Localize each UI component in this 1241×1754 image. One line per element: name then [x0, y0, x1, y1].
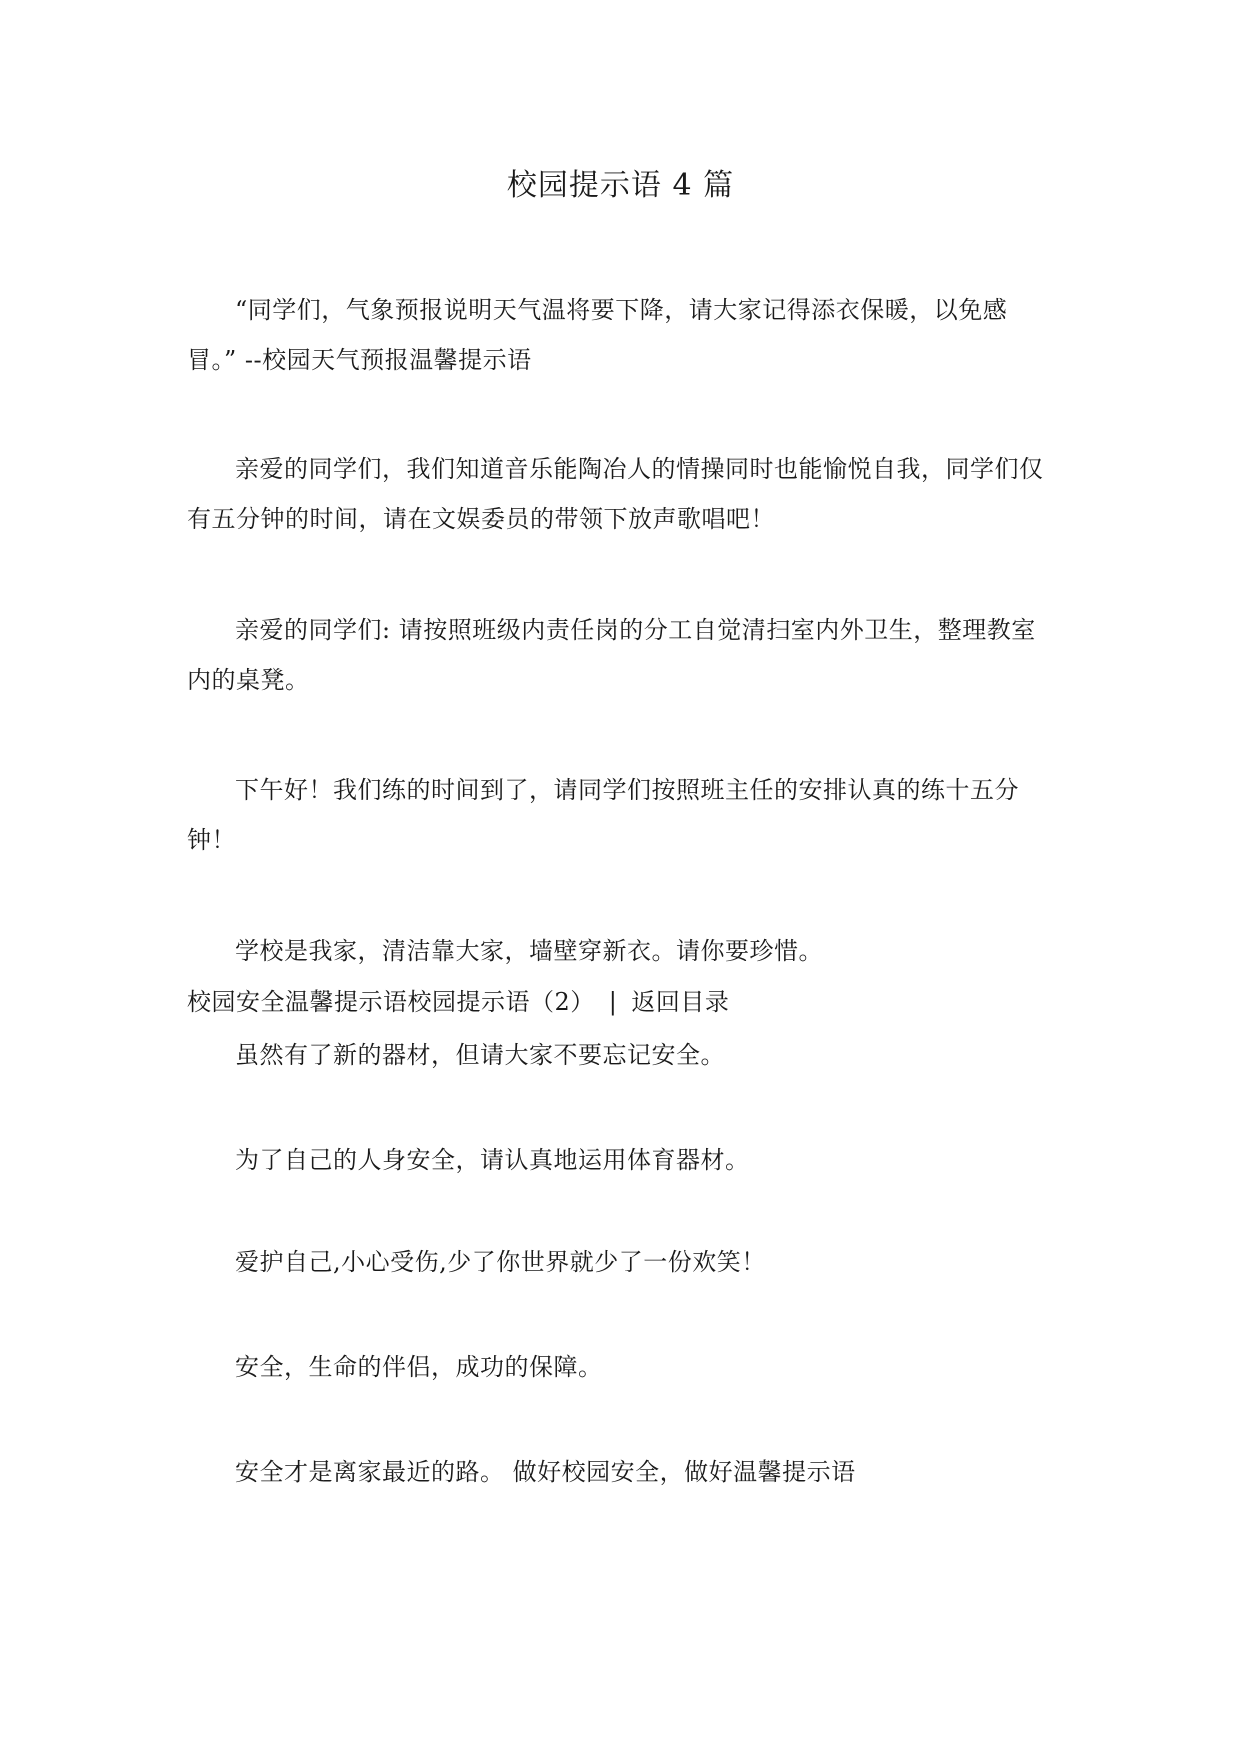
- section-heading-separator: |: [608, 988, 618, 1016]
- return-to-toc-link[interactable]: 返回目录: [631, 988, 730, 1016]
- paragraph-practice: 下午好！我们练的时间到了，请同学们按照班主任的安排认真的练十五分钟！: [187, 776, 1019, 854]
- paragraph-safety-road: 安全才是离家最近的路。 做好校园安全，做好温馨提示语: [235, 1458, 856, 1486]
- paragraph-school-home: 学校是我家，清洁靠大家，墙壁穿新衣。请你要珍惜。: [235, 937, 823, 965]
- paragraph-care-yourself: 爱护自己,小心受伤,少了你世界就少了一份欢笑！: [235, 1248, 766, 1276]
- paragraph-equipment: 虽然有了新的器材，但请大家不要忘记安全。: [235, 1041, 725, 1069]
- paragraph-safety-companion: 安全，生命的伴侣，成功的保障。: [235, 1353, 603, 1381]
- paragraph-music: 亲爱的同学们，我们知道音乐能陶冶人的情操同时也能愉悦自我，同学们仅有五分钟的时间，请在文娱委员的带领下放声歌唱吧！: [187, 455, 1044, 533]
- paragraph-weather: “同学们，气象预报说明天气温将要下降，请大家记得添衣保暖，以免感冒。” --校园天气预报温馨提示语: [187, 296, 1008, 374]
- section-heading: [187, 977, 1057, 1027]
- section-heading-title: 校园安全温馨提示语校园提示语（2）: [187, 988, 595, 1016]
- page-title: 校园提示语 4 篇: [506, 168, 735, 203]
- paragraph-personal-safety: 为了自己的人身安全，请认真地运用体育器材。: [235, 1146, 750, 1174]
- paragraph-cleaning: 亲爱的同学们: 请按照班级内责任岗的分工自觉清扫室内外卫生，整理教室内的桌凳。: [187, 616, 1036, 694]
